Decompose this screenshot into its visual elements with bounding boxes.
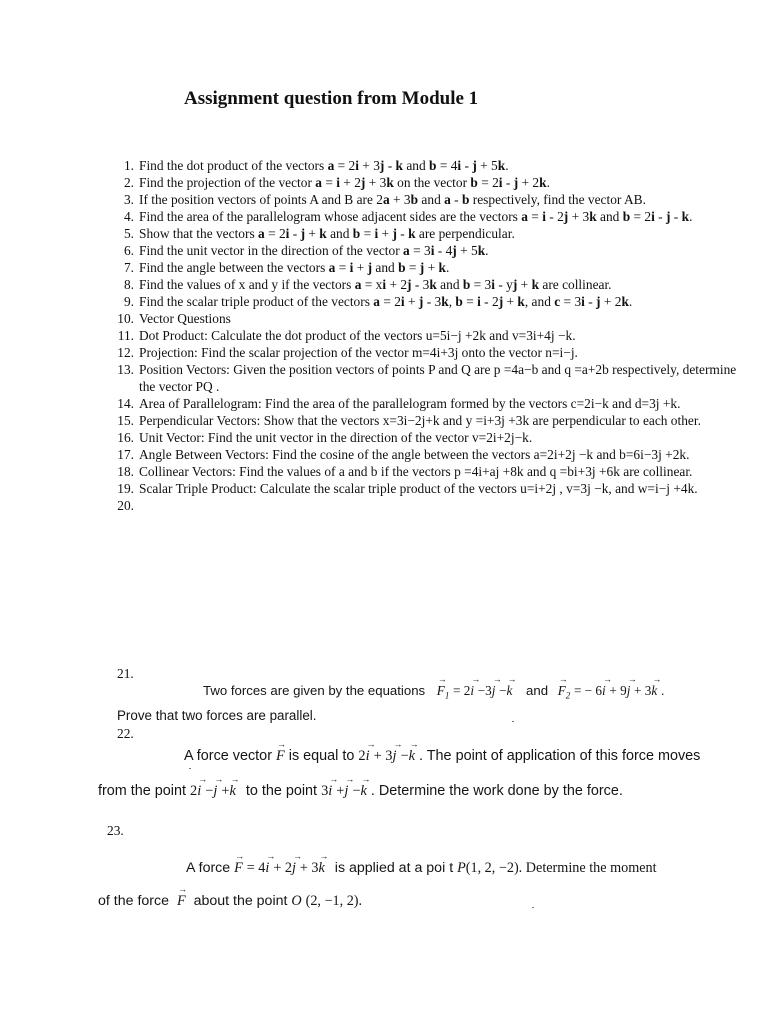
question-item xyxy=(0,225,768,242)
question-text: Find the unit vector in the direction of the vector a = 3i - 4j + 5k. xyxy=(139,243,489,258)
question-text: Show that the vectors a = 2i - j + k and b = i + j - k are perpendicular. xyxy=(139,226,515,241)
scan-speck xyxy=(189,768,191,769)
question-text: Unit Vector: Find the unit vector in the direction of the vector v=2i+2j−k. xyxy=(139,430,533,445)
page-title: Assignment question from Module 1 xyxy=(184,88,479,109)
question-text: Angle Between Vectors: Find the cosine of the angle between the vectors a=2i+2j −k and b=6i−3j +2k. xyxy=(139,447,690,462)
question-number: 9. xyxy=(123,294,134,309)
question-text: Collinear Vectors: Find the values of a and b if the vectors p =4i+aj +8k and q =bi+3j +6k are collinear. xyxy=(139,464,693,479)
question-number: 22. xyxy=(117,726,134,741)
question-item xyxy=(0,463,768,480)
question-item xyxy=(0,174,768,191)
question-number: 18. xyxy=(117,464,134,479)
question-number: 6. xyxy=(123,243,134,258)
question-item xyxy=(0,157,768,174)
question-22-line-2: from the point 2→ i −→ j +→ k to the point 3→ i +→ j −→ k . Determine the work done by the force. xyxy=(98,783,623,800)
q21-text: Two forces are given by the equations xyxy=(203,683,426,698)
question-text: Find the dot product of the vectors a = 2i + 3j - k and b = 4i - j + 5k. xyxy=(139,158,509,173)
scan-speck xyxy=(532,907,534,908)
question-text: Dot Product: Calculate the dot product of the vectors u=5i−j +2k and v=3i+4j −k. xyxy=(139,328,576,343)
question-text: Scalar Triple Product: Calculate the scalar triple product of the vectors u=i+2j , v=3j −k, and w=i−j +4k. xyxy=(139,481,698,496)
question-number: 15. xyxy=(117,413,134,428)
question-text: Find the scalar triple product of the vectors a = 2i + j - 3k, b = i - 2j + k, and c = 3i - j + 2k. xyxy=(139,294,633,309)
scan-speck xyxy=(512,721,514,722)
question-number: 5. xyxy=(123,226,134,241)
question-number: 13. xyxy=(117,362,134,377)
question-number: 14. xyxy=(117,396,134,411)
question-item xyxy=(0,276,768,293)
question-item xyxy=(0,429,768,446)
question-number: 2. xyxy=(123,175,134,190)
question-item xyxy=(0,361,768,395)
question-item xyxy=(0,259,768,276)
question-number: 12. xyxy=(117,345,134,360)
question-item xyxy=(0,412,768,429)
question-list xyxy=(0,157,768,514)
question-number: 10. xyxy=(117,311,134,326)
question-text: Area of Parallelogram: Find the area of the parallelogram formed by the vectors c=2i−k and d=3j +k. xyxy=(139,396,681,411)
question-number: 20. xyxy=(117,498,134,513)
question-item xyxy=(0,191,768,208)
question-text: Find the area of the parallelogram whose adjacent sides are the vectors a = i - 2j + 3k and b = 2i - j - k. xyxy=(139,209,693,224)
question-number: 23. xyxy=(107,823,124,838)
question-item xyxy=(0,293,768,310)
force-symbol: → $F_2$ xyxy=(558,683,571,698)
question-23-line-2: of the force → F about the point O (2, −1, 2). xyxy=(98,893,362,910)
question-number: 11. xyxy=(117,328,134,343)
question-number: 16. xyxy=(117,430,134,445)
question-number: 21. xyxy=(117,666,134,681)
question-text: Projection: Find the scalar projection of the vector m=4i+3j onto the vector n=i−j. xyxy=(139,345,578,360)
question-item xyxy=(0,395,768,412)
question-number: 8. xyxy=(123,277,134,292)
question-number: 17. xyxy=(117,447,134,462)
question-text: Find the values of x and y if the vectors a = xi + 2j - 3k and b = 3i - yj + k are collinear. xyxy=(139,277,612,292)
question-text xyxy=(139,497,754,514)
question-22-line-1: A force vector → F is equal to 2→ i + 3→ j −→ k . The point of application of this force moves xyxy=(184,748,700,765)
question-item xyxy=(0,327,768,344)
question-text: Vector Questions xyxy=(139,311,231,326)
question-21-line-1: Two forces are given by the equations → $F_1 = 2\to i -3\to j -\to k$ and → $F_2$ = − 6→ i + 9→ j + 3→ k . xyxy=(203,683,665,701)
question-21-line-2: Prove that two forces are parallel. xyxy=(117,708,317,723)
question-23-line-1: A force → F = 4→ i + 2→ j + 3→ k is applied at a poi t P(1, 2, −2). Determine the moment xyxy=(186,860,657,877)
question-number: 1. xyxy=(123,158,134,173)
question-item xyxy=(0,208,768,225)
question-item xyxy=(0,344,768,361)
question-text: Perpendicular Vectors: Show that the vectors x=3i−2j+k and y =i+3j +3k are perpendicular to each other. xyxy=(139,413,701,428)
question-text: Position Vectors: Given the position vectors of points P and Q are p =4a−b and q =a+2b respectively, determine the vector PQ . xyxy=(139,362,737,394)
question-text: Find the projection of the vector a = i + 2j + 3k on the vector b = 2i - j + 2k. xyxy=(139,175,550,190)
question-item xyxy=(0,310,768,327)
question-number: 3. xyxy=(123,192,134,207)
question-number: 19. xyxy=(117,481,134,496)
force-symbol: → $F_1$ xyxy=(437,683,450,698)
question-item xyxy=(0,446,768,463)
question-number: 7. xyxy=(123,260,134,275)
question-text: If the position vectors of points A and B are 2a + 3b and a - b respectively, find the vector AB. xyxy=(139,192,646,207)
question-item xyxy=(0,242,768,259)
question-item xyxy=(0,480,768,497)
question-item xyxy=(0,497,768,514)
question-number: 4. xyxy=(123,209,134,224)
question-text: Find the angle between the vectors a = i + j and b = j + k. xyxy=(139,260,450,275)
